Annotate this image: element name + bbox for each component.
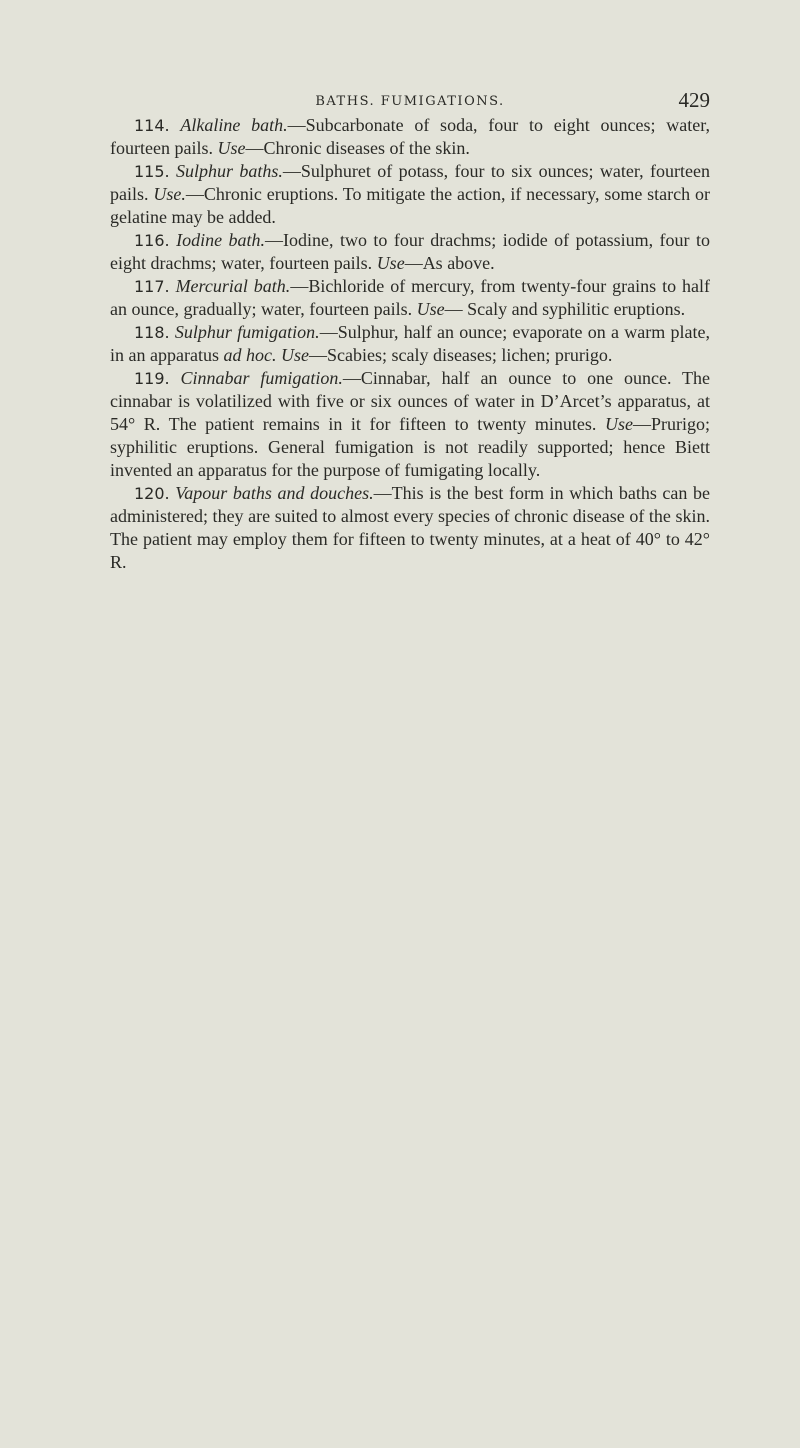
entry-number: 120. xyxy=(134,484,170,503)
entry-number: 117. xyxy=(134,277,170,296)
entry-118 xyxy=(110,321,710,367)
entry-composition: —Iodine, two to four drachms; iodide of potassium, four to eight drachms; water, fourteen pails. xyxy=(110,230,710,273)
entry-title: Sulphur fumigation. xyxy=(174,322,320,342)
entry-composition: —Sulphur, half an ounce; evaporate on a warm plate, in an apparatus xyxy=(110,322,710,365)
entry-title: Cinnabar fumigation. xyxy=(180,368,343,388)
use-text: — Scaly and syphilitic eruptions. xyxy=(444,299,686,319)
use-label: Use. xyxy=(153,184,186,204)
running-header xyxy=(110,88,710,116)
use-label: Use xyxy=(416,299,445,319)
entry-number: 116. xyxy=(134,231,170,250)
use-text: —As above. xyxy=(404,253,495,273)
body-text xyxy=(110,114,710,574)
use-label: Use xyxy=(605,414,633,434)
entry-114 xyxy=(110,114,710,160)
entry-composition: —Sulphuret of potass, four to six ounces; water, fourteen pails. xyxy=(110,161,711,204)
entry-number: 114. xyxy=(134,116,170,135)
running-header-title: BATHS. FUMIGATIONS. xyxy=(315,94,505,109)
entry-composition: —Cinnabar, half an ounce to one ounce. The cinnabar is volatilized with five or six ounces of water in D’Arcet’s apparatus, at 54° R. The patient remains in it for fifteen to twenty minutes. xyxy=(110,368,710,434)
use-label: Use xyxy=(280,345,309,365)
entry-115 xyxy=(110,160,710,229)
use-label: Use xyxy=(376,253,405,273)
entry-composition: —Subcarbonate of soda, four to eight ounces; water, fourteen pails. xyxy=(110,115,711,158)
entry-number: 118. xyxy=(134,323,170,342)
entry-number: 115. xyxy=(134,162,170,181)
use-text: —Prurigo; syphilitic eruptions. General fumigation is not readily supported; hence Biett invented an apparatus for the purpose of fumigating locally. xyxy=(110,414,711,480)
entry-number: 119. xyxy=(134,369,170,388)
use-text: —Chronic diseases of the skin. xyxy=(245,138,470,158)
page-number: 429 xyxy=(678,88,710,112)
entry-120 xyxy=(110,482,710,574)
entry-title: Alkaline bath. xyxy=(180,115,288,135)
entry-composition: —Bichloride of mercury, from twenty-four grains to half an ounce, gradually; water, fourteen pails. xyxy=(110,276,711,319)
entry-title: Vapour baths and douches. xyxy=(175,483,374,503)
entry-title: Sulphur baths. xyxy=(176,161,283,181)
use-text: —Scabies; scaly diseases; lichen; prurigo. xyxy=(308,345,613,365)
entry-117 xyxy=(110,275,710,321)
entry-title: Iodine bath. xyxy=(176,230,266,250)
entry-119 xyxy=(110,367,710,482)
entry-composition: —This is the best form in which baths can be administered; they are suited to almost every species of chronic disease of the skin. The patient may employ them for fifteen to twenty minutes, at a heat of 40° to 42° R. xyxy=(110,483,711,572)
use-text: —Chronic eruptions. To mitigate the action, if necessary, some starch or gelatine may be added. xyxy=(110,184,710,227)
entry-title: Mercurial bath. xyxy=(175,276,291,296)
entry-116 xyxy=(110,229,710,275)
latin-phrase: ad hoc. xyxy=(223,345,277,365)
use-label: Use xyxy=(217,138,246,158)
